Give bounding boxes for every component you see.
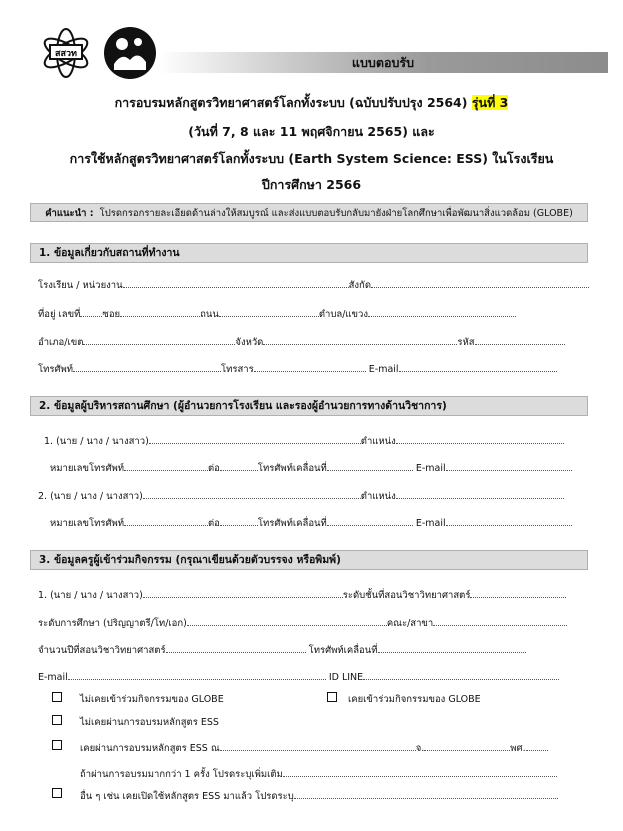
s3-row-teacher — [38, 588, 566, 603]
years-field[interactable] — [166, 643, 306, 653]
soi-label: ซอย — [102, 309, 121, 320]
opt-other-row — [80, 789, 558, 804]
soi-field[interactable] — [120, 307, 200, 317]
s3-row-years — [38, 643, 526, 658]
section-2-header: 2. ข้อมูลผู้บริหารสถานศึกษา (ผู้อำนวยการโรงเรียน และรองผู้อำนวยการทางด้านวิชาการ) — [30, 396, 588, 416]
phone1-label: หมายเลขโทรศัพท์ — [50, 463, 125, 474]
email-field[interactable] — [68, 670, 326, 680]
postcode-label: รหัส — [457, 337, 475, 348]
phone2-label: หมายเลขโทรศัพท์ — [50, 518, 125, 529]
mobile1-field[interactable] — [327, 461, 413, 471]
heading-line-1-text: การอบรมหลักสูตรวิทยาศาสตร์โลกทั้งระบบ (ฉบับปรับปรุง 2564) — [114, 95, 468, 110]
subdistrict-label: ตำบล/แขวง — [318, 309, 369, 320]
province-label: จังหวัด — [235, 337, 264, 348]
s3-row-education — [38, 616, 567, 631]
position2-field[interactable] — [396, 489, 564, 499]
email2-field[interactable] — [446, 516, 572, 526]
opt-joined-globe-label: เคยเข้าร่วมกิจกรรมของ GLOBE — [348, 694, 481, 705]
fax-field[interactable] — [254, 362, 366, 372]
email2-label: E-mail — [415, 518, 446, 529]
mobile-field[interactable] — [378, 643, 526, 653]
position1-field[interactable] — [396, 434, 564, 444]
training-province-field[interactable] — [424, 741, 510, 751]
mobile2-label: โทรศัพท์เคลื่อนที่ — [257, 518, 327, 529]
email-field[interactable] — [399, 362, 557, 372]
teacher-label: 1. (นาย / นาง / นางสาว) — [38, 590, 143, 601]
grade-label: ระดับชั้นที่สอนวิชาวิทยาศาสตร์ — [342, 590, 471, 601]
training-more-field[interactable] — [283, 767, 557, 777]
checkbox-never-ess[interactable] — [52, 715, 62, 725]
email-label: E-mail — [368, 364, 399, 375]
affiliation-field[interactable] — [371, 278, 589, 288]
faculty-label: คณะ/สาขา — [386, 618, 434, 629]
opt-trained-ess-row — [80, 741, 548, 756]
heading-line-1 — [0, 93, 623, 113]
email1-label: E-mail — [415, 463, 446, 474]
position1-label: ตำแหน่ง — [360, 436, 396, 447]
phone1-field[interactable] — [124, 461, 208, 471]
checkbox-never-globe[interactable] — [52, 692, 62, 702]
road-label: ถนน — [200, 309, 219, 320]
section-3-header: 3. ข้อมูลครูผู้เข้าร่วมกิจกรรม (กรุณาเขียนด้วยตัวบรรจง หรือพิมพ์) — [30, 550, 588, 570]
checkbox-other[interactable] — [52, 788, 62, 798]
heading-line-3: การใช้หลักสูตรวิทยาศาสตร์โลกทั้งระบบ (Earth System Science: ESS) ในโรงเรียน — [69, 151, 554, 166]
affiliation-label: สังกัด — [348, 280, 371, 291]
form-title: แบบตอบรับ — [351, 55, 415, 70]
s2-row-person1 — [44, 434, 564, 449]
s2-row-phone1 — [50, 461, 572, 476]
opt-trained-more-row — [80, 767, 557, 782]
line-id-field[interactable] — [363, 670, 559, 680]
ext2-field[interactable] — [220, 516, 258, 526]
logo-text: สสวท — [55, 49, 77, 59]
road-field[interactable] — [219, 307, 319, 317]
line-id-label: ID LINE — [328, 672, 364, 683]
teacher-name-field[interactable] — [143, 588, 343, 598]
opt-never-globe-label: ไม่เคยเข้าร่วมกิจกรรมของ GLOBE — [80, 694, 224, 705]
school-field[interactable] — [123, 278, 349, 288]
school-label: โรงเรียน / หน่วยงาน — [38, 280, 123, 291]
phone-label: โทรศัพท์ — [38, 364, 74, 375]
house-number-field[interactable] — [80, 307, 102, 317]
training-year-field[interactable] — [526, 741, 548, 751]
opt-other-label: อื่น ๆ เช่น เคยเปิดใช้หลักสูตร ESS มาแล้ว โปรดระบุ — [80, 791, 294, 802]
ipst-logo — [40, 27, 92, 79]
training-year-label: พศ. — [510, 743, 526, 754]
s1-row-district — [38, 335, 565, 350]
province-field[interactable] — [263, 335, 457, 345]
heading-line-2: (วันที่ 7, 8 และ 11 พฤศจิกายน 2565) และ — [188, 124, 435, 139]
training-province-label: จ. — [415, 743, 425, 754]
district-field[interactable] — [83, 335, 235, 345]
s3-row-email — [38, 670, 559, 683]
phone2-field[interactable] — [124, 516, 208, 526]
education-label: ระดับการศึกษา (ปริญญาตรี/โท/เอก) — [38, 618, 187, 629]
s1-row-phone — [38, 362, 557, 377]
education-field[interactable] — [187, 616, 387, 626]
email-label: E-mail — [38, 672, 68, 683]
phone-field[interactable] — [73, 362, 221, 372]
email1-field[interactable] — [446, 461, 572, 471]
district-label: อำเภอ/เขต — [38, 337, 84, 348]
mobile2-field[interactable] — [327, 516, 413, 526]
person1-name-field[interactable] — [149, 434, 361, 444]
opt-trained-more-label: ถ้าผ่านการอบรมมากกว่า 1 ครั้ง โปรดระบุเพิ่มเติม — [80, 769, 283, 780]
instruction-box — [30, 203, 588, 222]
checkbox-joined-globe[interactable] — [327, 692, 337, 702]
s1-row-school — [38, 278, 589, 293]
heading-line-4: ปีการศึกษา 2566 — [261, 177, 362, 192]
faculty-field[interactable] — [433, 616, 567, 626]
position2-label: ตำแหน่ง — [360, 491, 396, 502]
batch-highlight: รุ่นที่ 3 — [471, 95, 509, 110]
fax-label: โทรสาร — [221, 364, 254, 375]
person2-label: 2. (นาย / นาง / นางสาว) — [38, 491, 143, 502]
grade-field[interactable] — [470, 588, 566, 598]
ext1-label: ต่อ — [208, 463, 220, 474]
mobile1-label: โทรศัพท์เคลื่อนที่ — [257, 463, 327, 474]
mobile-label: โทรศัพท์เคลื่อนที่ — [308, 645, 378, 656]
s2-row-person2 — [38, 489, 564, 504]
opt-never-ess-label: ไม่เคยผ่านการอบรมหลักสูตร ESS — [80, 717, 219, 728]
checkbox-trained-ess[interactable] — [52, 740, 62, 750]
globe-logo — [100, 24, 162, 82]
s2-row-phone2 — [50, 516, 572, 531]
opt-trained-ess-label: เคยผ่านการอบรมหลักสูตร ESS ณ — [80, 743, 220, 754]
instruction-label: คำแนะนำ : — [45, 208, 94, 219]
person2-name-field[interactable] — [143, 489, 361, 499]
training-venue-field[interactable] — [220, 741, 416, 751]
other-field[interactable] — [294, 789, 558, 799]
address-label: ที่อยู่ เลขที่ — [38, 309, 81, 320]
instruction-text: โปรดกรอกรายละเอียดด้านล่างให้สมบูรณ์ และส่งแบบตอบรับกลับมายังฝ่ายโลกศึกษาเพื่อพัฒนาสิ่งแวดล้อม (GLOBE) — [99, 208, 573, 219]
postcode-field[interactable] — [475, 335, 565, 345]
section-1-header: 1. ข้อมูลเกี่ยวกับสถานที่ทำงาน — [30, 243, 588, 263]
ext2-label: ต่อ — [208, 518, 220, 529]
years-label: จำนวนปีที่สอนวิชาวิทยาศาสตร์ — [38, 645, 166, 656]
s1-row-address — [38, 307, 516, 322]
ext1-field[interactable] — [220, 461, 258, 471]
person1-label: 1. (นาย / นาง / นางสาว) — [44, 436, 149, 447]
subdistrict-field[interactable] — [368, 307, 516, 317]
